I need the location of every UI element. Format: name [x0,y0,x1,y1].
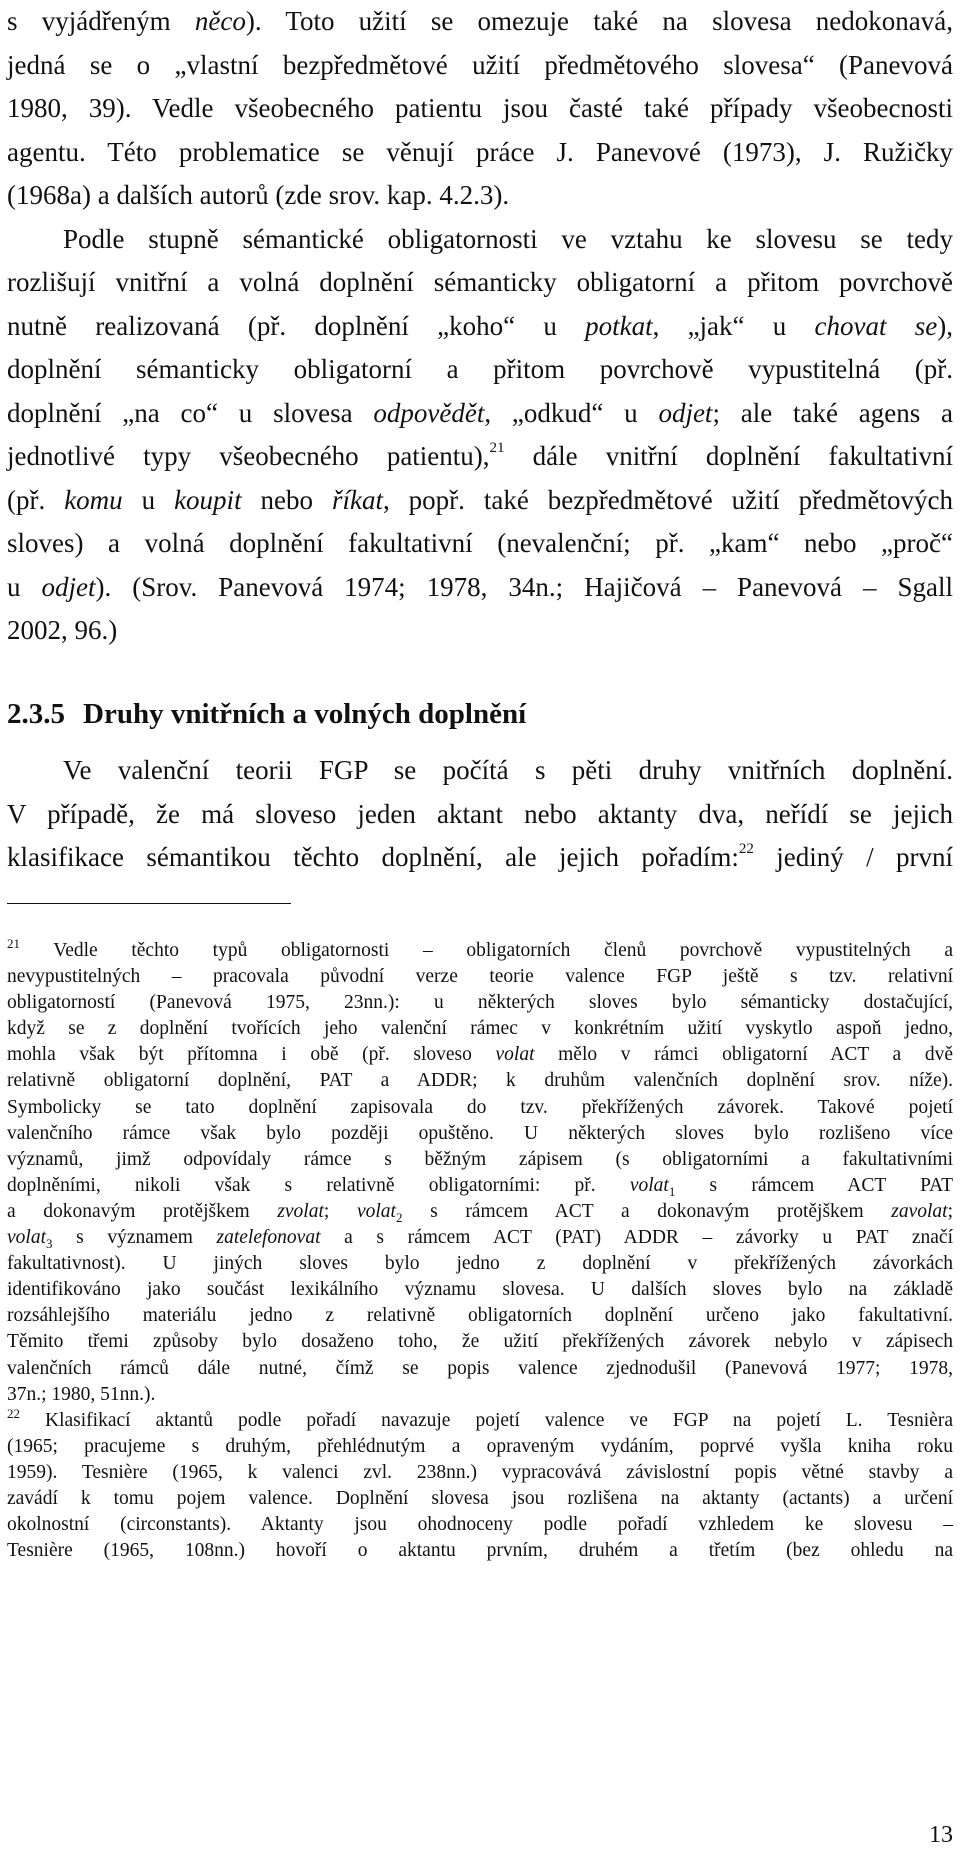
footnote-line: obligatorností (Panevová 1975, 23nn.): u některých sloves bylo sémanticky dostačující, [7,992,953,1014]
body-text [7,0,953,653]
footnote-line: nevypustitelných – pracovala původní verze teorie valence FGP ještě s tzv. relativní [7,966,953,988]
footnote-line: doplněními, nikoli však s relativně obligatorními: př. volat$_1$ s rámcem ACT PAT [7,1174,953,1199]
text-line: jednotlivé typy všeobecného patientu),$^{21}$ dále vnitřní doplnění fakultativní [7,440,954,471]
footnote-line: a dokonavým protějškem zvolat; volat$_2$ s rámcem ACT a dokonavým protějškem zavolat; [7,1200,954,1225]
text-line: jedná se o „vlastní bezpředmětové užití předmětového slovesa“ (Panevová [7,49,953,80]
footnote-line: valenčního rámce však bylo později opuštěno. U některých sloves bylo rozlišeno více [7,1122,953,1144]
paragraph-valence [7,749,953,880]
text-line: Podle stupně sémantické obligatornosti ve vztahu ke slovesu se tedy [63,223,953,254]
footnotes [7,938,953,1564]
footnote-line: relativně obligatorní doplnění, PAT a ADDR; k druhům valenčních doplnění srov. níže). [7,1070,953,1092]
footnote-line: Těmito třemi způsoby bylo dosaženo toho, že užití překřížených závorek nebylo v zápisech [7,1331,953,1353]
paragraph-continued [7,0,953,218]
footnote-separator [7,903,291,904]
paragraph-obligatornost [7,218,953,653]
footnote-line: rozsáhlejšího materiálu jedno z relativně obligatorních doplnění určeno jako fakultativní. [7,1305,953,1327]
text-line: rozlišují vnitřní a volná doplnění sémanticky obligatorní a přitom povrchově [7,267,953,297]
footnote-line: 1959). Tesnière (1965, k valenci zvl. 238nn.) vypracovává závislostní popis větné stavby a [7,1461,953,1483]
footnote-line: valenčních rámců dále nutné, čímž se popis valence zjednodušil (Panevová 1977; 1978, [7,1357,953,1379]
text-line: u odjet). (Srov. Panevová 1974; 1978, 34n.; Hajičová – Panevová – Sgall [7,571,954,602]
text-line: agentu. Této problematice se věnují práce J. Panevové (1973), J. Ružičky [7,136,953,167]
text-line: klasifikace sémantikou těchto doplnění, ale jejich pořadím:$^{22}$ jediný / první [7,841,953,872]
footnote-line: fakultativnost). U jiných sloves bylo jedno z doplnění v překřížených závorkách [7,1253,953,1275]
text-line: Ve valenční teorii FGP se počítá s pěti druhy vnitřních doplnění. [63,755,953,785]
text-line: doplnění sémanticky obligatorní a přitom povrchově vypustitelná (př. [7,354,953,384]
text-line: (1968a) a dalších autorů (zde srov. kap. 4.2.3). [7,180,510,210]
text-line: 1980, 39). Vedle všeobecného patientu jsou časté také případy všeobecnosti [7,93,953,123]
text-line: doplnění „na co“ u slovesa odpovědět, „odkud“ u odjet; ale také agens a [7,397,954,428]
footnote-line: zavádí k tomu pojem valence. Doplnění slovesa jsou rozlišena na aktanty (actants) a určení [7,1487,953,1509]
footnote-line: mohla však být přítomna i obě (př. sloveso volat mělo v rámci obligatorní ACT a dvě [7,1044,953,1066]
text-line: V případě, že má sloveso jeden aktant nebo aktanty dva, neřídí se jejich [7,798,953,829]
footnote-line: významů, jimž odpovídaly rámce s běžným zápisem (s obligatorními a fakultativními [7,1148,953,1170]
footnote-line: volat$_3$ s významem zatelefonovat a s rámcem ACT (PAT) ADDR – závorky u PAT značí [7,1227,953,1251]
section-title: Druhy vnitřních a volných doplnění [83,698,527,730]
footnote-line: když se z doplnění tvořících jeho valenční rámec v konkrétním užití vyskytlo aspoň jedno, [7,1018,953,1040]
footnote-line: 37n.; 1980, 51nn.). [7,1383,156,1405]
text-line: s vyjádřeným něco). Toto užití se omezuje také na slovesa nedokonavá, [7,6,953,36]
footnote-line: Tesnière (1965, 108nn.) hovoří o aktantu prvním, druhém a třetím (bez ohledu na [7,1540,953,1562]
page-number: 13 [929,1822,953,1848]
text-line: 2002, 96.) [7,615,118,645]
footnote-line: (1965; pracujeme s druhým, přehlédnutým a opraveným vydáním, poprvé vyšla kniha roku [7,1435,953,1457]
footnote-line: $^{22}$ Klasifikací aktantů podle pořadí navazuje pojetí valence ve FGP na pojetí L. Tesnièra [7,1405,953,1431]
section-heading [7,698,526,731]
text-line: (př. komu u koupit nebo říkat, popř. také bezpředmětové užití předmětových [7,484,954,515]
footnote-line: $^{21}$ Vedle těchto typů obligatornosti – obligatorních členů povrchově vypustitelných a [7,936,953,961]
text-line: sloves) a volná doplnění fakultativní (nevalenční; př. „kam“ nebo „proč“ [7,528,953,558]
text-line: nutně realizovaná (př. doplnění „koho“ u potkat, „jak“ u chovat se), [7,310,953,341]
footnote-line: Symbolicky se tato doplnění zapisovala do tzv. překřížených závorek. Takové pojetí [7,1096,953,1118]
footnote-line: okolnostní (circonstants). Aktanty jsou ohodnoceny podle pořadí vzhledem ke slovesu – [7,1514,953,1536]
footnote-line: identifikováno jako součást lexikálního významu slovesa. U dalších sloves bylo na základě [7,1279,953,1301]
section-number: 2.3.5 [7,698,65,730]
